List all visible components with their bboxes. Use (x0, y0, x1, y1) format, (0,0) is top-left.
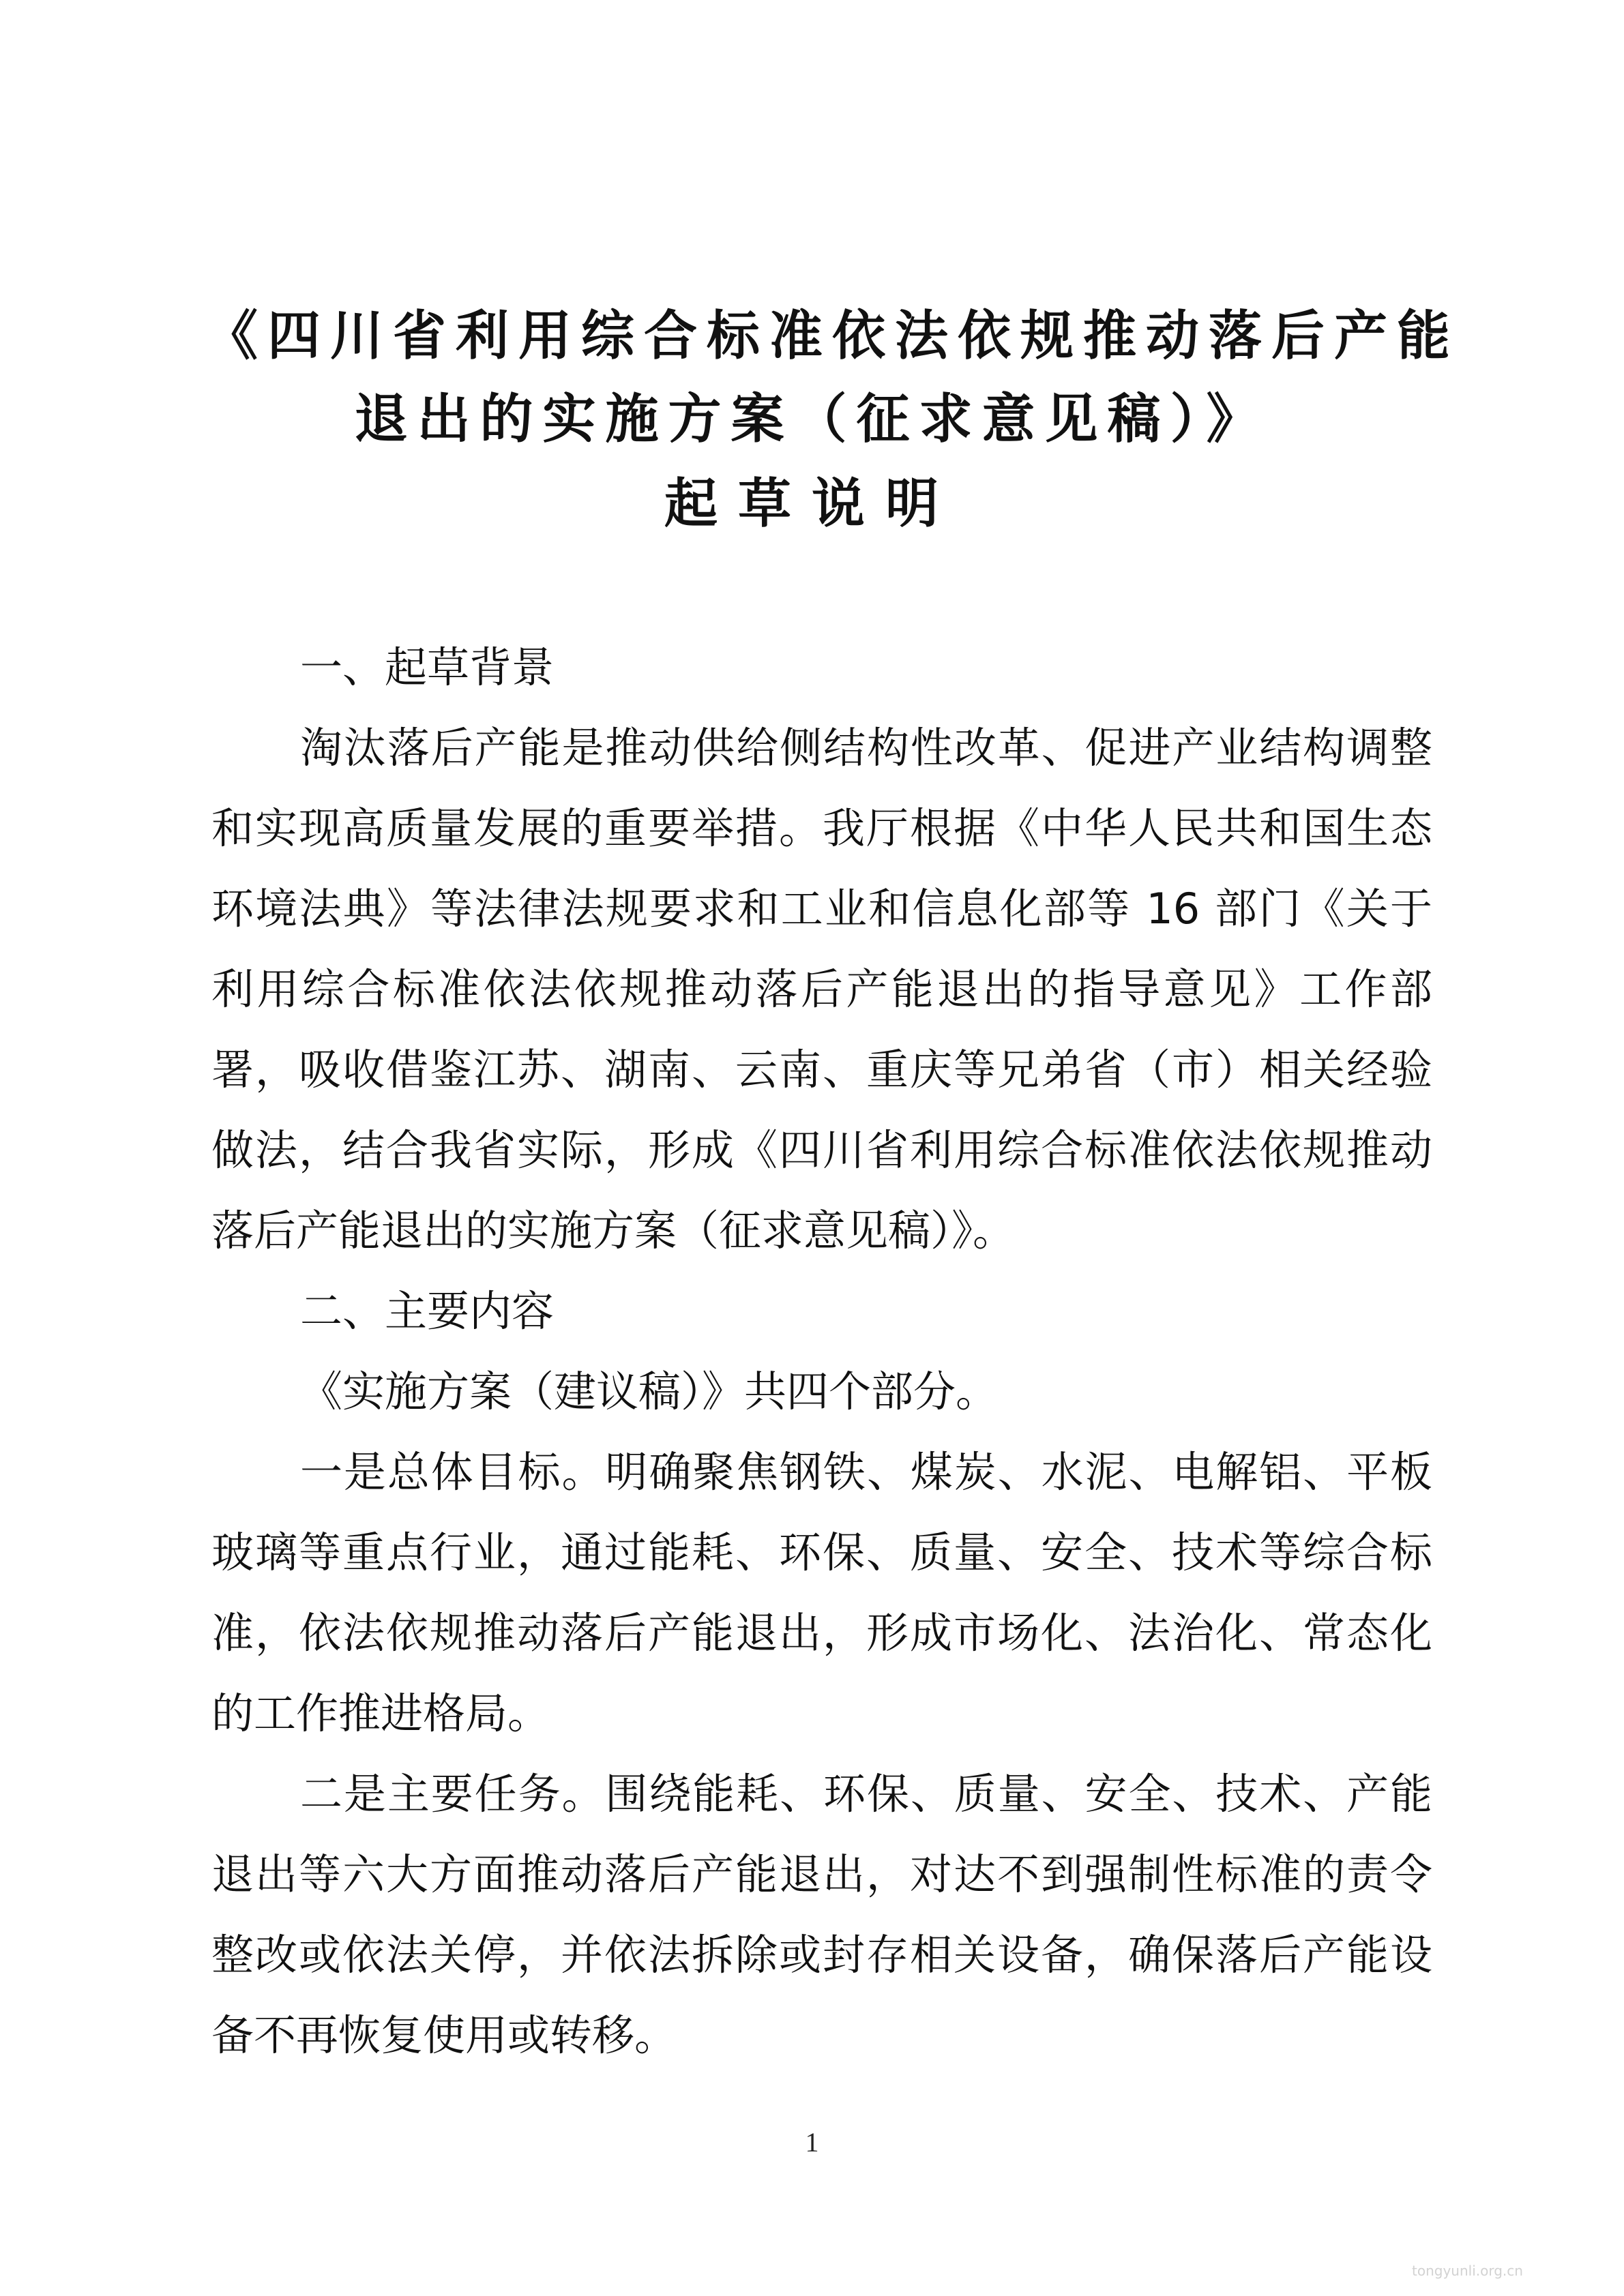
paragraph-parts: 《实施方案（建议稿）》共四个部分。 (300, 1367, 999, 1416)
section-heading-background: 一、起草背景 (300, 642, 555, 692)
paragraph-background: 淘汰落后产能是推动供给侧结构性改革、促进产业结构调整和实现高质量发展的重要举措。我厅根据《中华人民共和国生态环境法典》等法律法规要求和工业和信息化部等 16 部门《关于利用综合标准依法依规推动落后产能退出的指导意见》工作部署，吸收借鉴江苏、湖南、云南、重庆等兄弟省（市）相关经验做法，结合我省实际，形成《四川省利用综合标准依法依规推动落后产能退出的实施方案（征求意见稿）》。 (211, 723, 1432, 1255)
paragraph-goals: 一是总体目标。明确聚焦钢铁、煤炭、水泥、电解铝、平板玻璃等重点行业，通过能耗、环保、质量、安全、技术等综合标准，依法依规推动落后产能退出，形成市场化、法治化、常态化的工作推进格局。 (211, 1447, 1432, 1738)
page-number: 1 (805, 2127, 819, 2158)
watermark: tongyunli.org.cn (1412, 2263, 1523, 2279)
section-heading-content: 二、主要内容 (300, 1286, 555, 1336)
document-title-line-1: 《四川省利用综合标准依法依规推动落后产能 (205, 305, 1460, 367)
paragraph-tasks: 二是主要任务。围绕能耗、环保、质量、安全、技术、产能退出等六大方面推动落后产能退出，对达不到强制性标准的责令整改或依法关停，并依法拆除或封存相关设备，确保落后产能设备不再恢复使用或转移。 (211, 1769, 1432, 2060)
document-title-line-2: 退出的实施方案（征求意见稿）》 (354, 388, 1269, 450)
document-subtitle: 起草说明 (664, 473, 959, 535)
document-body (211, 627, 1432, 2076)
